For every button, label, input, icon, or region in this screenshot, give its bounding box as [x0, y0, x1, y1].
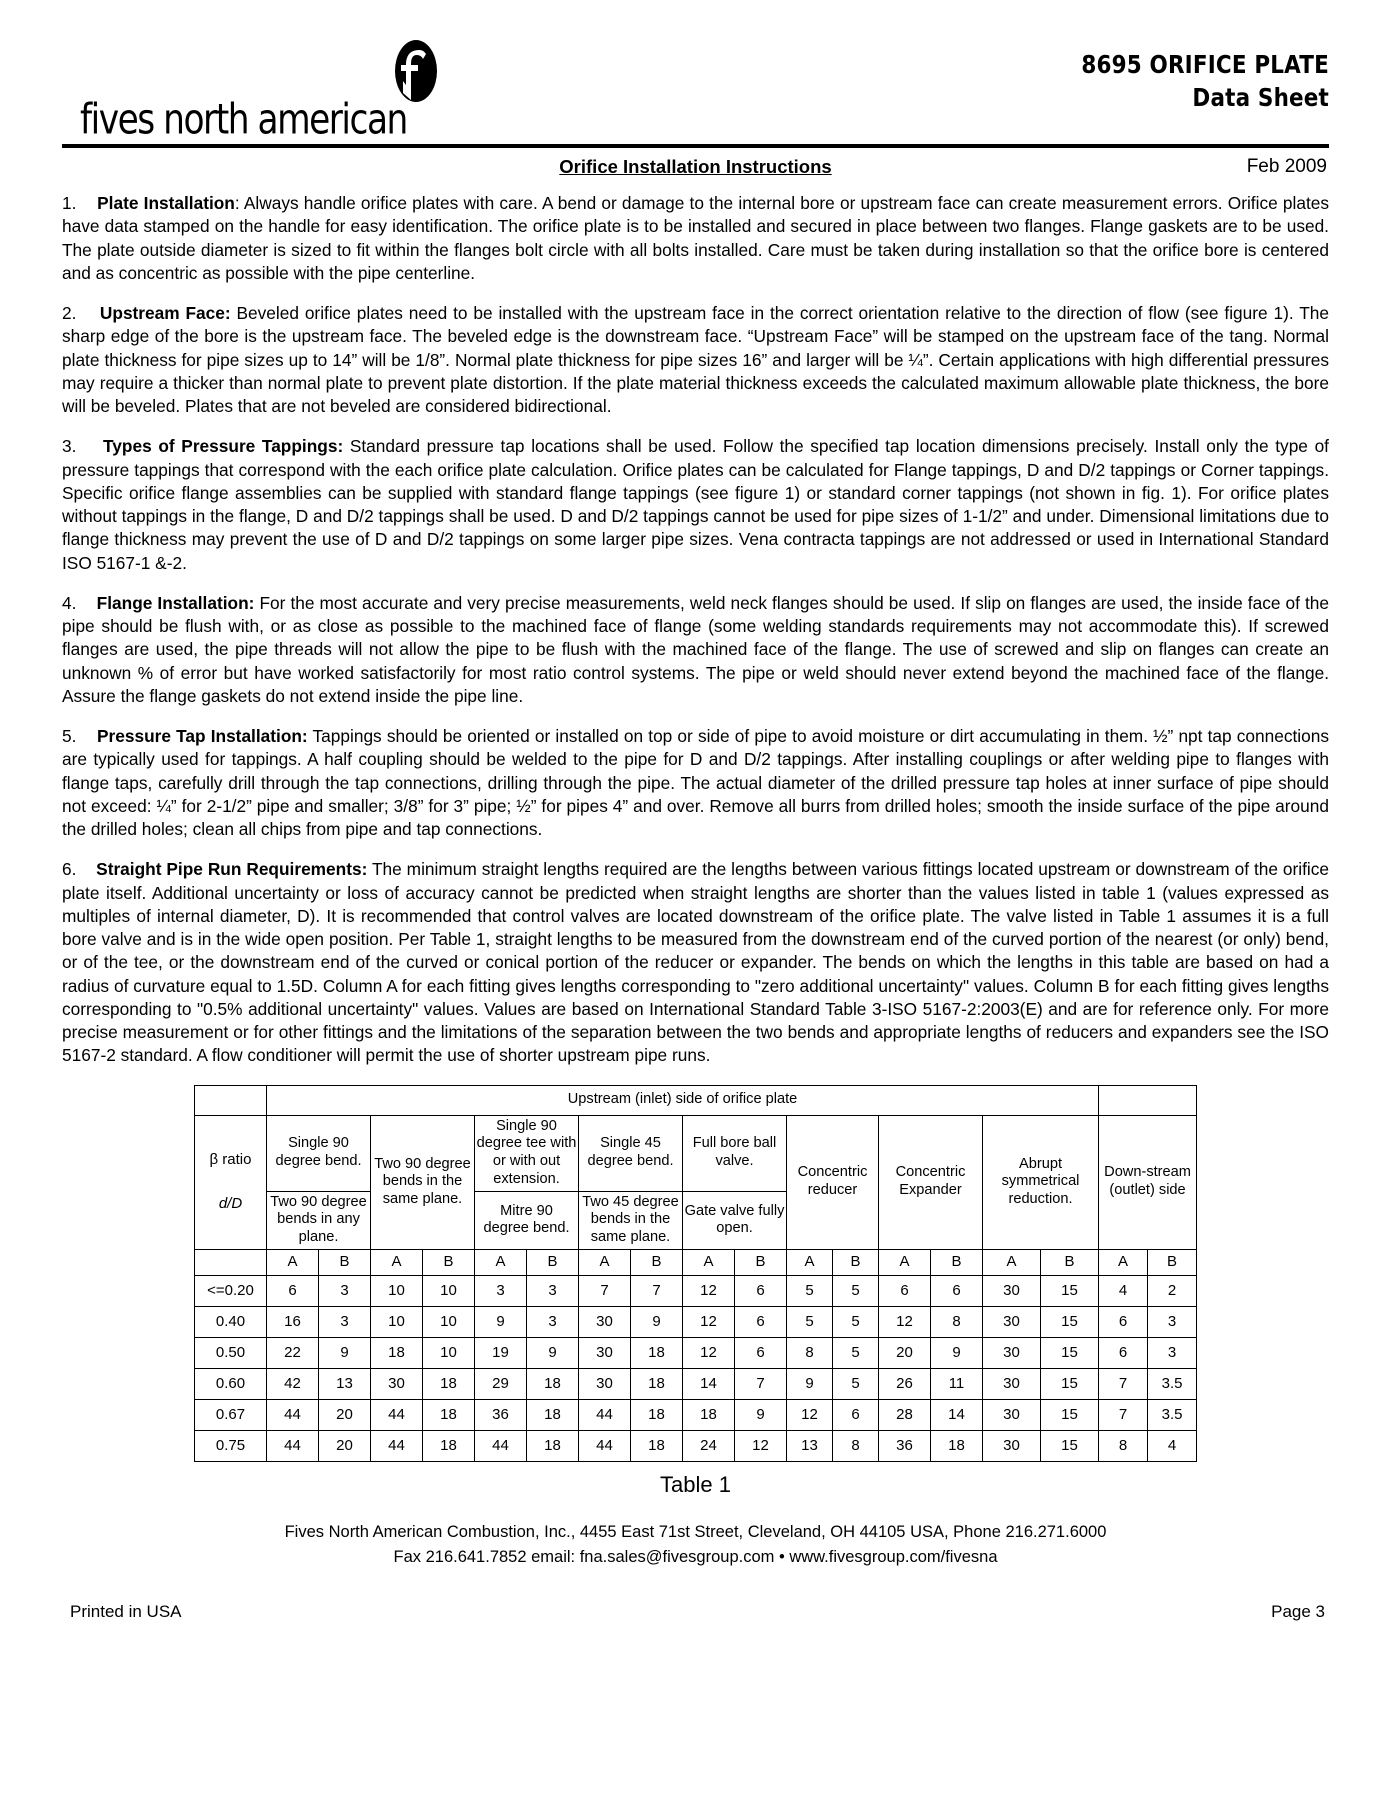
table-cell: 3: [1148, 1307, 1197, 1338]
table-cell: 15: [1041, 1338, 1099, 1369]
document-title: 8695 ORIFICE PLATE: [1081, 50, 1329, 79]
table-cell: 20: [879, 1338, 931, 1369]
table-row: [195, 1369, 1197, 1400]
table-cell: 30: [579, 1307, 631, 1338]
address-line-2: Fax 216.641.7852 email: fna.sales@fivesgroup.com • www.fivesgroup.com/fivesna: [393, 1547, 998, 1566]
paragraph-text: For the most accurate and very precise measurements, weld neck flanges should be used. If slip on flanges are used, the inside face of the pipe should be flush with, or as close as possible to the machined face of flange (some welding standards requirements may not accommodate this). If screwed flanges are used, the pipe threads will not allow the pipe to be flush with the machined face of the flange. The use of screwed and slip on flanges can create an unknown % of error but have worked satisfactorily for most ratio control systems. The pipe or weld should never extend beyond the machined face of the flange. Assure the flange gaskets do not extend inside the pipe line.: [62, 592, 1330, 706]
table-cell: 3: [527, 1276, 579, 1307]
table-row: [195, 1338, 1197, 1369]
table-cell: 3.5: [1148, 1369, 1197, 1400]
table-cell: 3: [527, 1307, 579, 1338]
instruction-paragraph: [62, 725, 1329, 841]
table-cell: 5: [833, 1307, 879, 1338]
table-cell: 3: [475, 1276, 527, 1307]
paragraph-number: 2.: [62, 303, 77, 323]
ab-label: A: [267, 1250, 319, 1276]
table-cell: 26: [879, 1369, 931, 1400]
table-cell: 18: [631, 1431, 683, 1462]
table-cell: 3: [319, 1307, 371, 1338]
ab-label: B: [319, 1250, 371, 1276]
paragraph-lead: Upstream Face:: [99, 303, 231, 323]
table-cell: 14: [683, 1369, 735, 1400]
table-cell: 8: [931, 1307, 983, 1338]
paragraph-lead: Flange Installation:: [96, 592, 255, 613]
ab-label: A: [879, 1250, 931, 1276]
page-number: Page 3: [1271, 1601, 1325, 1621]
table-cell: 6: [1099, 1307, 1148, 1338]
table-row: [195, 1400, 1197, 1431]
row-label: 0.60: [195, 1369, 267, 1400]
table-row: [195, 1431, 1197, 1462]
table-cell: 36: [475, 1400, 527, 1431]
table-cell: 3: [1148, 1338, 1197, 1369]
paragraph-text: Tappings should be oriented or installed on top or side of pipe to avoid moisture or dirt accumulating in them. ½” npt tap connections are typically used for tappings. A half coupling should be welded to the pipe for D and D/2 tappings. After installing couplings or after welding pipe to flanges with flange taps, carefully drill through the tap connections, drilling through the pipe. The actual diameter of the drilled pressure tap holes at inner surface of pipe should not exceed: ¼” for 2-1/2” pipe and smaller; 3/8” for 3” pipe; ½” for pipes 4” and over. Remove all burrs from drilled holes; smooth the inside surface of the pipe around the drilled holes; clean all chips from pipe and tap connections.: [62, 726, 1330, 839]
col-header-concentric-expander: Concentric Expander: [879, 1115, 983, 1250]
paragraph-number: 4.: [62, 592, 77, 613]
table-cell: 30: [983, 1338, 1041, 1369]
table-cell: 22: [267, 1338, 319, 1369]
table-cell: 44: [371, 1431, 423, 1462]
table-cell: 30: [579, 1369, 631, 1400]
table-cell: 20: [319, 1400, 371, 1431]
table-cell: 13: [319, 1369, 371, 1400]
instruction-paragraph: [62, 192, 1329, 285]
table-cell: 6: [735, 1276, 787, 1307]
empty-top-right-cell: [1099, 1085, 1197, 1115]
row-label: <=0.20: [195, 1276, 267, 1307]
table-cell: 15: [1041, 1307, 1099, 1338]
section-title: Orifice Installation Instructions: [559, 156, 832, 177]
beta-ratio-label: β ratio: [209, 1150, 252, 1168]
table-cell: 5: [833, 1369, 879, 1400]
col-header-single-45-bend: Single 45 degree bend.: [579, 1115, 683, 1191]
table-cell: 18: [683, 1400, 735, 1431]
table-cell: 44: [371, 1400, 423, 1431]
table-group-header-row: [195, 1085, 1197, 1115]
instructions-body: [62, 192, 1329, 1068]
table-cell: 18: [423, 1431, 475, 1462]
table-cell: 9: [631, 1307, 683, 1338]
table-cell: 29: [475, 1369, 527, 1400]
table-cell: 7: [1099, 1400, 1148, 1431]
table-cell: 9: [787, 1369, 833, 1400]
col-header-two-90-same-plane: Two 90 degree bends in the same plane.: [371, 1115, 475, 1250]
paragraph-lead: Plate Installation: [97, 193, 235, 213]
table-cell: 10: [423, 1307, 475, 1338]
table-cell: 18: [631, 1338, 683, 1369]
document-subtitle: Data Sheet: [1192, 82, 1329, 112]
table-cell: 6: [833, 1400, 879, 1431]
beta-ratio-header: [195, 1115, 267, 1250]
table-cell: 9: [931, 1338, 983, 1369]
table-cell: 30: [983, 1369, 1041, 1400]
company-logo: [80, 95, 431, 144]
table-cell: 15: [1041, 1431, 1099, 1462]
empty-corner-cell: [195, 1085, 267, 1115]
d-over-D-label: d/D: [218, 1195, 243, 1213]
table-cell: 9: [475, 1307, 527, 1338]
table-cell: 4: [1148, 1431, 1197, 1462]
ab-label: A: [475, 1250, 527, 1276]
ab-label: A: [983, 1250, 1041, 1276]
table-cell: 10: [371, 1307, 423, 1338]
header-divider: [62, 144, 1329, 148]
table-cell: 18: [527, 1369, 579, 1400]
table-cell: 30: [983, 1400, 1041, 1431]
table-cell: 18: [631, 1400, 683, 1431]
page-footer: [62, 1602, 1329, 1632]
col-subheader-mitre-90-bend: Mitre 90 degree bend.: [475, 1191, 579, 1249]
table-cell: 5: [787, 1276, 833, 1307]
table-cell: 44: [475, 1431, 527, 1462]
ab-label: B: [931, 1250, 983, 1276]
ab-label: A: [787, 1250, 833, 1276]
table-cell: 44: [267, 1400, 319, 1431]
table-cell: 3.5: [1148, 1400, 1197, 1431]
document-date: Feb 2009: [1246, 156, 1327, 177]
paragraph-number: 6.: [62, 859, 77, 880]
col-header-single-90-bend: Single 90 degree bend.: [267, 1115, 371, 1191]
table-cell: 6: [879, 1276, 931, 1307]
ab-label: A: [579, 1250, 631, 1276]
table-1-container: [194, 1085, 1197, 1499]
fives-f-logo-icon: [392, 38, 440, 108]
table-cell: 24: [683, 1431, 735, 1462]
table-cell: 18: [423, 1369, 475, 1400]
table-cell: 44: [579, 1431, 631, 1462]
ab-row-corner: [195, 1250, 267, 1276]
table-cell: 3: [319, 1276, 371, 1307]
ab-label: A: [371, 1250, 423, 1276]
ab-label: A: [683, 1250, 735, 1276]
table-cell: 15: [1041, 1276, 1099, 1307]
table-cell: 7: [579, 1276, 631, 1307]
table-cell: 7: [1099, 1369, 1148, 1400]
col-subheader-two-45-same-plane: Two 45 degree bends in the same plane.: [579, 1191, 683, 1249]
table-cell: 44: [267, 1431, 319, 1462]
table-cell: 18: [527, 1431, 579, 1462]
printed-in-usa-label: Printed in USA: [70, 1601, 182, 1621]
ab-label: B: [1148, 1250, 1197, 1276]
table-cell: 7: [631, 1276, 683, 1307]
table-cell: 16: [267, 1307, 319, 1338]
table-cell: 4: [1099, 1276, 1148, 1307]
table-cell: 5: [833, 1276, 879, 1307]
table-cell: 12: [879, 1307, 931, 1338]
table-cell: 6: [1099, 1338, 1148, 1369]
table-cell: 30: [371, 1369, 423, 1400]
col-header-single-90-tee: Single 90 degree tee with or with out extension.: [475, 1115, 579, 1191]
ab-label: B: [423, 1250, 475, 1276]
paragraph-text: : Always handle orifice plates with care. A bend or damage to the internal bore or upstream face can create measurement errors. Orifice plates have data stamped on the handle for easy identification. The orifice plate is to be installed and secured in place between two flanges. Flange gaskets are to be used. The plate outside diameter is sized to fit within the flanges bolt circle with all bolts installed. Care must be taken during installation so that the orifice bore is centered and as concentric as possible with the pipe centerline.: [62, 193, 1329, 283]
ab-label: A: [1099, 1250, 1148, 1276]
table-row: [195, 1276, 1197, 1307]
table-cell: 12: [735, 1431, 787, 1462]
col-header-concentric-reducer: Concentric reducer: [787, 1115, 879, 1250]
table-cell: 36: [879, 1431, 931, 1462]
upstream-group-header: Upstream (inlet) side of orifice plate: [267, 1085, 1099, 1115]
table-cell: 15: [1041, 1369, 1099, 1400]
table-caption: Table 1: [660, 1472, 731, 1498]
paragraph-number: 3.: [62, 436, 77, 457]
ab-label: B: [735, 1250, 787, 1276]
col-header-abrupt-symmetrical-reduction: Abrupt symmetrical reduction.: [983, 1115, 1099, 1250]
table-cell: 6: [267, 1276, 319, 1307]
col-header-full-bore-ball-valve: Full bore ball valve.: [683, 1115, 787, 1191]
instruction-paragraph: [62, 302, 1329, 418]
table-cell: 9: [527, 1338, 579, 1369]
table-cell: 12: [787, 1400, 833, 1431]
table-cell: 12: [683, 1307, 735, 1338]
table-cell: 10: [423, 1276, 475, 1307]
instruction-paragraph: [62, 592, 1329, 708]
table-cell: 6: [735, 1307, 787, 1338]
table-cell: 11: [931, 1369, 983, 1400]
paragraph-text: Standard pressure tap locations shall be used. Follow the specified tap location dimensions precisely. Install only the type of pressure tappings that correspond with the each orifice plate calculation. Orifice plates can be calculated for Flange tappings, D and D/2 tappings or Corner tappings. Specific orifice flange assemblies can be supplied with standard flange tappings (see figure 1) or standard corner tappings (not shown in fig. 1). For orifice plates without tappings in the flange, D and D/2 tappings shall be used. D and D/2 tappings cannot be used for pipe sizes of 1-1/2” and under. Dimensional limitations due to flange thickness may prevent the use of D and D/2 tappings on some larger pipe sizes. Vena contracta tappings are not addressed or used in International Standard ISO 5167-1 &-2.: [62, 436, 1329, 573]
col-header-downstream-outlet-side: Down-stream (outlet) side: [1099, 1115, 1197, 1250]
table-cell: 18: [631, 1369, 683, 1400]
col-subheader-gate-valve-fully-open: Gate valve fully open.: [683, 1191, 787, 1249]
table-cell: 44: [579, 1400, 631, 1431]
address-line-1: Fives North American Combustion, Inc., 4455 East 71st Street, Cleveland, OH 44105 USA, Phone 216.271.6000: [284, 1523, 1107, 1542]
straight-pipe-run-table: [194, 1085, 1197, 1463]
table-cell: 10: [371, 1276, 423, 1307]
table-cell: 5: [833, 1338, 879, 1369]
table-cell: 42: [267, 1369, 319, 1400]
table-cell: 28: [879, 1400, 931, 1431]
table-cell: 6: [735, 1338, 787, 1369]
table-cell: 2: [1148, 1276, 1197, 1307]
meta-row: [62, 156, 1329, 190]
paragraph-lead: Straight Pipe Run Requirements:: [96, 859, 368, 880]
table-ab-label-row: [195, 1250, 1197, 1276]
table-cell: 10: [423, 1338, 475, 1369]
table-cell: 30: [983, 1276, 1041, 1307]
row-label: 0.67: [195, 1400, 267, 1431]
table-cell: 5: [787, 1307, 833, 1338]
paragraph-number: 1.: [62, 193, 77, 213]
document-identification: [1041, 50, 1329, 112]
paragraph-lead: Pressure Tap Installation:: [97, 726, 308, 746]
table-cell: 14: [931, 1400, 983, 1431]
page-header: [62, 44, 1329, 144]
table-cell: 18: [423, 1400, 475, 1431]
table-cell: 8: [787, 1338, 833, 1369]
ab-label: B: [527, 1250, 579, 1276]
table-cell: 8: [1099, 1431, 1148, 1462]
row-label: 0.40: [195, 1307, 267, 1338]
paragraph-text: The minimum straight lengths required are the lengths between various fittings located upstream or downstream of the orifice plate itself. Additional uncertainty or loss of accuracy cannot be predicted when straight lengths are shorter than the values listed in table 1 (values expressed as multiples of internal diameter, D). It is recommended that control valves are located downstream of the orifice plate. The valve listed in Table 1 assumes it is a full bore valve and is in the wide open position. Per Table 1, straight lengths to be measured from the downstream end of the curved portion of the nearest (or only) bend, or of the tee, or the downstream end of the curved or conical portion of the reducer or expander. The bends on which the lengths in this table are based on had a radius of curvature equal to 1.5D. Column A for each fitting gives lengths corresponding to "zero additional uncertainty" values. Column B for each fitting gives lengths corresponding to "0.5% additional uncertainty" values. Values are based on International Standard Table 3-ISO 5167-2:2003(E) and are for reference only. For more precise measurement or for other fittings and the limitations of the separation between the two bends and appropriate lengths of reducers and expanders see the ISO 5167-2 standard. A flow conditioner will permit the use of shorter upstream pipe runs.: [62, 859, 1329, 1066]
ab-label: B: [833, 1250, 879, 1276]
table-cell: 12: [683, 1276, 735, 1307]
table-cell: 9: [735, 1400, 787, 1431]
table-cell: 19: [475, 1338, 527, 1369]
logo-wordmark: fives north american: [80, 95, 407, 144]
table-cell: 20: [319, 1431, 371, 1462]
table-cell: 7: [735, 1369, 787, 1400]
ab-label: B: [1041, 1250, 1099, 1276]
paragraph-number: 5.: [62, 726, 77, 746]
table-cell: 8: [833, 1431, 879, 1462]
table-cell: 18: [931, 1431, 983, 1462]
table-cell: 15: [1041, 1400, 1099, 1431]
row-label: 0.50: [195, 1338, 267, 1369]
table-cell: 30: [579, 1338, 631, 1369]
table-cell: 30: [983, 1431, 1041, 1462]
table-cell: 18: [527, 1400, 579, 1431]
table-cell: 6: [931, 1276, 983, 1307]
paragraph-lead: Types of Pressure Tappings:: [103, 436, 344, 457]
table-header-row-top: [195, 1115, 1197, 1191]
table-cell: 12: [683, 1338, 735, 1369]
instruction-paragraph: [62, 858, 1329, 1067]
paragraph-text: Beveled orifice plates need to be installed with the upstream face in the correct orientation relative to the direction of flow (see figure 1). The sharp edge of the bore is the upstream face. The beveled edge is the downstream face. “Upstream Face” will be stamped on the upstream face of the tang. Normal plate thickness for pipe sizes up to 14” will be 1/8”. Normal plate thickness for pipe sizes 16” and larger will be ¼”. Certain applications with high differential pressures may require a thicker than normal plate to prevent plate distortion. If the plate material thickness exceeds the calculated maximum allowable plate thickness, the bore will be beveled. Plates that are not beveled are considered bidirectional.: [62, 303, 1329, 416]
ab-label: B: [631, 1250, 683, 1276]
col-subheader-two-90-any-plane: Two 90 degree bends in any plane.: [267, 1191, 371, 1249]
instruction-paragraph: [62, 435, 1329, 575]
row-label: 0.75: [195, 1431, 267, 1462]
table-cell: 30: [983, 1307, 1041, 1338]
table-cell: 13: [787, 1431, 833, 1462]
table-cell: 18: [371, 1338, 423, 1369]
table-row: [195, 1307, 1197, 1338]
table-cell: 9: [319, 1338, 371, 1369]
company-address: [62, 1520, 1329, 1570]
